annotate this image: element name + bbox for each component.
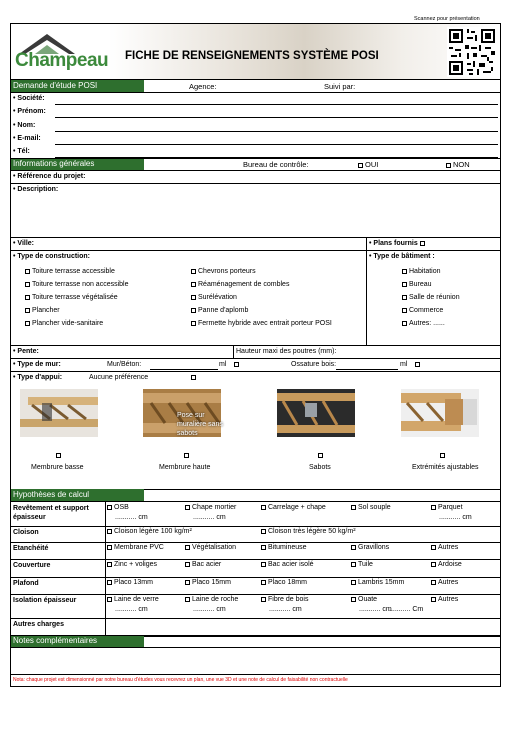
construction-checkbox[interactable] — [25, 269, 30, 274]
type-batiment-label: • Type de bâtiment : — [369, 253, 435, 260]
batiment-item[interactable] — [402, 307, 443, 314]
construction-label: Chevrons porteurs — [198, 268, 256, 275]
membrure-haute-image — [143, 389, 221, 437]
batiment-label: Habitation — [409, 268, 441, 275]
ossature-label: Ossature bois: — [291, 361, 337, 368]
hypothese-option[interactable] — [351, 579, 404, 586]
hypothese-row-label: Couverture — [13, 562, 51, 569]
batiment-label: Salle de réunion — [409, 294, 460, 301]
hypothese-option[interactable] — [351, 504, 391, 511]
batiment-label: Commerce — [409, 307, 444, 314]
hypothese-option-label: Ardoise — [438, 561, 462, 568]
batiment-checkbox[interactable] — [402, 282, 407, 287]
construction-checkbox[interactable] — [191, 282, 196, 287]
ossature-field[interactable] — [336, 369, 398, 370]
hypothese-checkbox[interactable] — [185, 597, 190, 602]
hypothese-option[interactable] — [107, 504, 129, 511]
hypothese-checkbox[interactable] — [431, 545, 436, 550]
batiment-item[interactable] — [402, 281, 432, 288]
hypothese-option-label: Autres — [438, 596, 459, 603]
construction-item[interactable] — [25, 294, 118, 301]
hypothese-row-label: Plafond — [13, 580, 39, 587]
hypothese-option[interactable] — [107, 561, 157, 568]
logo-text: Champeau — [15, 50, 109, 71]
hypothese-checkbox[interactable] — [431, 580, 436, 585]
type-mur-label: • Type de mur: — [13, 361, 61, 368]
hypothese-row-label: Etanchéité — [13, 545, 49, 552]
hypothese-row-label: Cloison — [13, 529, 39, 536]
hypothese-option[interactable] — [431, 504, 463, 511]
hypothese-option[interactable] — [107, 544, 164, 551]
prenom-label: • Prénom: — [13, 108, 46, 115]
hypothese-option-label: Zinc + voliges — [114, 561, 157, 568]
type-construction-label: • Type de construction: — [13, 253, 90, 260]
batiment-checkbox[interactable] — [402, 269, 407, 274]
construction-item[interactable] — [25, 320, 103, 327]
hypothese-option-label: Bac acier — [192, 561, 222, 568]
hypothese-checkbox[interactable] — [107, 562, 112, 567]
hypothese-option[interactable] — [107, 528, 192, 535]
construction-label: Fermette hybride avec entrait porteur POSI — [198, 320, 332, 327]
construction-checkbox[interactable] — [25, 308, 30, 313]
batiment-item[interactable] — [402, 320, 445, 327]
hypothese-checkbox[interactable] — [185, 562, 190, 567]
hauteur-label: Hauteur maxi des poutres (mm): — [236, 348, 337, 355]
nom-label: • Nom: — [13, 122, 36, 129]
construction-item[interactable] — [25, 268, 115, 275]
hypothese-checkbox[interactable] — [261, 529, 266, 534]
construction-checkbox[interactable] — [25, 282, 30, 287]
photo-overlay-text: Pose sur muralière sans sabots — [177, 412, 223, 437]
hypothese-checkbox[interactable] — [431, 505, 436, 510]
hypothese-option[interactable] — [107, 579, 153, 586]
reference-label: • Référence du projet: — [13, 173, 86, 180]
hypothese-option-label: Placo 18mm — [268, 579, 307, 586]
hypothese-option[interactable] — [431, 596, 458, 603]
construction-item[interactable] — [25, 307, 60, 314]
hypothese-option-label: Bac acier isolé — [268, 561, 314, 568]
hypothese-option[interactable] — [351, 544, 389, 551]
construction-label: Surélévation — [198, 294, 237, 301]
hypothese-option[interactable] — [185, 579, 231, 586]
hypothese-checkbox[interactable] — [351, 562, 356, 567]
section-demande: Demande d'étude POSI — [11, 80, 144, 92]
non-label: NON — [453, 160, 470, 169]
hypothese-row-label: Revêtement et support épaisseur — [13, 505, 89, 521]
aucune-preference-label: Aucune préférence — [89, 374, 149, 381]
hypothese-checkbox[interactable] — [107, 529, 112, 534]
ossature-checkbox[interactable] — [415, 362, 420, 367]
nom-field[interactable] — [55, 131, 498, 132]
sabots-checkbox[interactable] — [318, 453, 323, 458]
hypothese-checkbox[interactable] — [351, 545, 356, 550]
batiment-checkbox[interactable] — [402, 308, 407, 313]
hypothese-option[interactable] — [261, 544, 307, 551]
hypothese-checkbox[interactable] — [261, 597, 266, 602]
construction-item[interactable] — [191, 307, 248, 314]
hypothese-option[interactable] — [431, 579, 458, 586]
epaisseur-field[interactable]: ........... cm — [115, 606, 148, 613]
hypothese-option[interactable] — [185, 504, 236, 511]
hypothese-option[interactable] — [351, 561, 373, 568]
hypothese-option-label: Autres — [438, 579, 459, 586]
membrure-basse-image — [20, 389, 98, 437]
oui-checkbox[interactable] — [358, 163, 363, 168]
batiment-checkbox[interactable] — [402, 321, 407, 326]
extremites-label: Extrémités ajustables — [412, 464, 479, 471]
type-appui-label: • Type d'appui: — [13, 374, 63, 381]
aucune-preference-checkbox[interactable] — [191, 375, 196, 380]
epaisseur-field[interactable]: ........... cm — [359, 606, 392, 613]
hypothese-option-label: OSB — [114, 504, 129, 511]
hypothese-checkbox[interactable] — [261, 505, 266, 510]
epaisseur-field[interactable]: ........... cm — [439, 514, 472, 521]
construction-label: Panne d'aplomb — [198, 307, 249, 314]
plans-label: • Plans fournis — [369, 240, 418, 247]
construction-checkbox[interactable] — [191, 308, 196, 313]
section-infos: Informations générales — [11, 158, 144, 170]
epaisseur-field[interactable]: ........... cm — [193, 514, 226, 521]
batiment-checkbox[interactable] — [402, 295, 407, 300]
membrure-haute-checkbox[interactable] — [184, 453, 189, 458]
hypothese-option-label: Cloison très légère 50 kg/m² — [268, 528, 356, 535]
construction-item[interactable] — [25, 281, 129, 288]
hypothese-checkbox[interactable] — [107, 505, 112, 510]
hypothese-checkbox[interactable] — [261, 562, 266, 567]
bureau-controle-label: Bureau de contrôle: — [243, 160, 309, 169]
hypothese-option-label: Bitumineuse — [268, 544, 307, 551]
email-field[interactable] — [55, 144, 498, 145]
hypothese-option-label: Végétalisation — [192, 544, 236, 551]
hypothese-option-label: Lambris 15mm — [358, 579, 405, 586]
oui-label: OUI — [365, 160, 379, 169]
email-label: • E-mail: — [13, 135, 41, 142]
epaisseur-field[interactable]: ........... Cm — [389, 606, 424, 613]
construction-checkbox[interactable] — [191, 269, 196, 274]
hypothese-option-label: Cloison légère 100 kg/m² — [114, 528, 192, 535]
construction-label: Toiture terrasse accessible — [32, 268, 115, 275]
ml2-label: ml — [400, 361, 408, 368]
hypothese-checkbox[interactable] — [185, 545, 190, 550]
ville-label: • Ville: — [13, 240, 34, 247]
suivi-label: Suivi par: — [324, 82, 356, 91]
hypothese-option-label: Laine de roche — [192, 596, 239, 603]
membrure-haute-label: Membrure haute — [159, 464, 211, 471]
hypothese-row-label: Isolation épaisseur — [13, 597, 77, 604]
construction-label: Plancher — [32, 307, 60, 314]
hypothese-checkbox[interactable] — [107, 597, 112, 602]
epaisseur-field[interactable]: ........... cm — [269, 606, 302, 613]
construction-item[interactable] — [191, 281, 289, 288]
hypothese-option[interactable] — [261, 528, 356, 535]
plans-checkbox[interactable] — [420, 241, 425, 246]
tel-label: • Tél: — [13, 148, 30, 155]
hypothese-option-label: Chape mortier — [192, 504, 237, 511]
construction-label: Toiture terrasse végétalisée — [32, 294, 118, 301]
batiment-label: Bureau — [409, 281, 432, 288]
page-title: FICHE DE RENSEIGNEMENTS SYSTÈME POSI — [125, 50, 379, 62]
construction-label: Plancher vide-sanitaire — [32, 320, 104, 327]
hypothese-checkbox[interactable] — [261, 580, 266, 585]
construction-label: Toiture terrasse non accessible — [32, 281, 129, 288]
mur-beton-field[interactable] — [150, 369, 218, 370]
hypothese-option-label: Placo 13mm — [114, 579, 153, 586]
construction-checkbox[interactable] — [191, 295, 196, 300]
hypothese-option-label: Gravillons — [358, 544, 390, 551]
batiment-item[interactable] — [402, 294, 460, 301]
hypothese-option[interactable] — [351, 596, 377, 603]
hypothese-option-label: Placo 15mm — [192, 579, 231, 586]
hypothese-option-label: Fibre de bois — [268, 596, 309, 603]
pente-label: • Pente: — [13, 348, 39, 355]
hypothese-option[interactable] — [107, 596, 159, 603]
construction-checkbox[interactable] — [25, 295, 30, 300]
hypothese-checkbox[interactable] — [107, 545, 112, 550]
description-label: • Description: — [13, 186, 59, 193]
batiment-item[interactable] — [402, 268, 441, 275]
hypothese-row-label: Autres charges — [13, 621, 64, 628]
non-checkbox[interactable] — [446, 163, 451, 168]
hypothese-option[interactable] — [431, 544, 458, 551]
form-sheet — [10, 23, 501, 687]
ml1-label: ml — [219, 361, 227, 368]
hypothese-checkbox[interactable] — [185, 580, 190, 585]
hypothese-option-label: Laine de verre — [114, 596, 159, 603]
hypothese-checkbox[interactable] — [431, 597, 436, 602]
qr-code-icon[interactable] — [447, 27, 497, 77]
hypothese-option-label: Membrane PVC — [114, 544, 164, 551]
hypothese-checkbox[interactable] — [261, 545, 266, 550]
hypothese-option[interactable] — [261, 561, 314, 568]
prenom-field[interactable] — [55, 117, 498, 118]
hypothese-option[interactable] — [185, 544, 236, 551]
construction-checkbox[interactable] — [25, 321, 30, 326]
sabots-label: Sabots — [309, 464, 331, 471]
epaisseur-field[interactable]: ........... cm — [115, 514, 148, 521]
hypothese-checkbox[interactable] — [351, 580, 356, 585]
section-hypotheses: Hypothèses de calcul — [11, 489, 144, 501]
membrure-basse-label: Membrure basse — [31, 464, 84, 471]
hypothese-option-label: Ouate — [358, 596, 378, 603]
hypothese-option-label: Parquet — [438, 504, 463, 511]
hypothese-option-label: Autres — [438, 544, 459, 551]
epaisseur-field[interactable]: ........... cm — [193, 606, 226, 613]
hypothese-checkbox[interactable] — [107, 580, 112, 585]
societe-label: • Société: — [13, 95, 45, 102]
construction-item[interactable] — [191, 294, 237, 301]
hypothese-checkbox[interactable] — [185, 505, 190, 510]
batiment-label: Autres: ...... — [409, 320, 445, 327]
sabots-image — [277, 389, 355, 437]
hypothese-checkbox[interactable] — [431, 562, 436, 567]
footer-note: Nota: chaque projet est dimensionné par notre bureau d'études vous recevrez un plan, une vue 3D et une note de calcul de faisabilité non contractuelle — [13, 677, 348, 683]
hypothese-checkbox[interactable] — [351, 505, 356, 510]
hypothese-option[interactable] — [261, 504, 326, 511]
extremites-checkbox[interactable] — [440, 453, 445, 458]
section-notes: Notes complémentaires — [11, 635, 144, 647]
mur-beton-label: Mur/Béton: — [107, 361, 142, 368]
hypothese-option[interactable] — [261, 596, 308, 603]
hypothese-option[interactable] — [431, 561, 462, 568]
construction-item[interactable] — [191, 268, 256, 275]
header-banner — [11, 24, 500, 80]
hypothese-option-label: Carrelage + chape — [268, 504, 326, 511]
hypothese-option-label: Sol souple — [358, 504, 391, 511]
hypothese-checkbox[interactable] — [351, 597, 356, 602]
construction-label: Réaménagement de combles — [198, 281, 290, 288]
societe-field[interactable] — [55, 104, 498, 105]
construction-checkbox[interactable] — [191, 321, 196, 326]
construction-item[interactable] — [191, 320, 332, 327]
hypothese-option[interactable] — [261, 579, 307, 586]
mur-beton-checkbox[interactable] — [234, 362, 239, 367]
scan-caption: Scannez pour présentation — [414, 16, 480, 22]
hypothese-option[interactable] — [185, 561, 221, 568]
extremites-ajustables-image — [401, 389, 479, 437]
hypothese-option[interactable] — [185, 596, 238, 603]
membrure-basse-checkbox[interactable] — [56, 453, 61, 458]
hypothese-option-label: Tuile — [358, 561, 373, 568]
agence-label: Agence: — [189, 82, 217, 91]
